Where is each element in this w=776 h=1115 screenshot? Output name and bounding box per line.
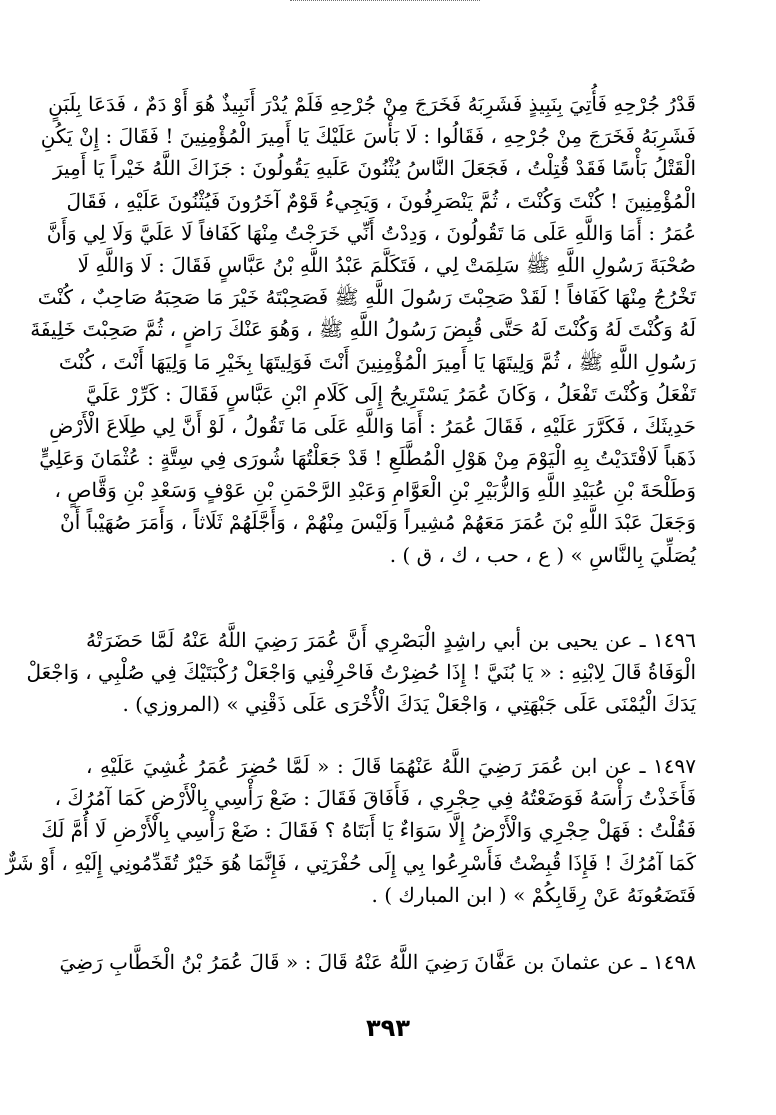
text-line: كَمَا آمُرُكَ ! فَإِذَا قُبِضْتُ فَأَسْرِعُوا بِي إِلَى حُفْرَتِي ، فَإِنَّمَا هُوَ خَيْرٌ تُقَدِّمُونِي إِلَيْهِ ، أَوْ شَرٌّ [5, 850, 696, 875]
text-line: الْقَتْلُ بَأْسًا فَقَدْ قُتِلْتُ ، فَجَعَلَ النَّاسُ يُثْنُونَ عَلَيهِ يَقُولُونَ : جَزَاكَ اللَّهُ خَيْراً يَا أَمِيرَ [52, 156, 696, 181]
text-line: الْمُؤْمِنِينَ ! كُنْتَ وَكُنْتَ ، ثُمَّ يَنْصَرِفُونَ ، وَيَجِيءُ قَوْمٌ آخَرُونَ فَيُثْنُونَ عَلَيْهِ ، فَقَالَ [66, 188, 696, 213]
text-line: عُمَرُ : أَمَا وَاللَّهِ عَلَى مَا تَقُولُونَ ، وَدِدْتُ أَنِّي خَرَجْتُ مِنْهَا كَفَافاً لَا عَلَيَّ وَلَا لِي وَأَنَّ [46, 220, 696, 245]
text-line: الْوَفَاةُ قَالَ لِابْنِهِ : « يَا بُنَيَّ ! إِذَا حُضِرْتُ فَاحْرِفْنِي وَاجْعَلْ رُكْبَتَيْكَ فِي صُلْبِي ، وَاجْعَلْ [26, 660, 696, 685]
text-line: وَطَلْحَةَ بْنِ عُبَيْدِ اللَّهِ وَالزُّبَيْرِ بْنِ الْعَوَّامِ وَعَبْدِ الرَّحْمَنِ بْنِ عَوْفٍ وَسَعْدِ بْنِ وَقَّاصٍ ، [54, 478, 696, 503]
text-line: فَتَضَعُونَهُ عَنْ رِقَابِكُمْ » ( ابن المبارك ) . [371, 882, 696, 907]
hadith-1498 [59, 946, 696, 978]
text-line: وَجَعَلَ عَبْدَ اللَّهِ بْنَ عُمَرَ مَعَهُمْ مُشِيراً وَلَيْسَ مِنْهُمْ ، وَأَجَّلَهُمْ ثَلَاثاً ، وَأَمَرَ صُهَيْباً أَنْ [60, 510, 696, 535]
text-line: تَخْرُجُ مِنْهَا كَفَافاً ! لَقَدْ صَحِبْتَ رَسُولَ اللَّهِ ﷺ فَصَحِبْتَهُ خَيْرَ مَا صَحِبَهُ صَاحِبٌ ، كُنْتَ [37, 285, 696, 310]
text-line: تَفْعَلُ وَكُنْتَ تَفْعَلُ ، وَكَانَ عُمَرُ يَسْتَرِيحُ إِلَى كَلَامِ ابْنِ عَبَّاسٍ فَقَالَ : كَرِّرْ عَلَيَّ [86, 381, 696, 406]
text-line: فَأَخَذْتُ رَأْسَهُ فَوَضَعْتُهُ فِي حِجْرِي ، فَأَفَاقَ فَقَالَ : ضَعْ رَأْسِي بِالْأَرْضِ كَمَا آمُرُكَ ، [54, 786, 696, 811]
text-line: فَشَرِبَهُ فَخَرَجَ مِنْ جُرْحِهِ ، فَقَالُوا : لَا بَأْسَ عَلَيْكَ يَا أَمِيرَ الْمُؤْمِنِينَ ! فَقَالَ : إِنْ يَكُنِ [40, 124, 696, 149]
hadith-1497 [5, 750, 696, 911]
text-line: صُحْبَةَ رَسُولِ اللَّهِ ﷺ سَلِمَتْ لِي ، فَتَكَلَّمَ عَبْدُ اللَّهِ بْنُ عَبَّاسٍ فَقَالَ : لَا وَاللَّهِ لَا [77, 252, 696, 277]
text-line: حَدِيثَكَ ، فَكَرَّرَ عَلَيْهِ ، فَقَالَ عُمَرُ : أَمَا وَاللَّهِ عَلَى مَا تَقُولُ ، لَوْ أَنَّ لِي طِلَاعَ الْأَرْضِ [49, 413, 696, 438]
page-number: ٣٩٣ [366, 1014, 410, 1042]
text-line: ذَهَباً لَافْتَدَيْتُ بِهِ الْيَوْمَ مِنْ هَوْلِ الْمُطَّلَعِ ! قَدْ جَعَلْتُهَا شُورَى فِي سِتَّةٍ : عُثْمَانَ وَعَلِيٍّ [39, 446, 696, 471]
text-line: ١٤٩٦ ـ عن يحيى بن أبي راشِدٍ الْبَصْرِي أَنَّ عُمَرَ رَضِيَ اللَّهُ عَنْهُ لَمَّا حَضَرَتْهُ [86, 628, 696, 652]
text-line: فَقُلْتُ : فَهَلْ حِجْرِي وَالْأَرْضُ إِلَّا سَوَاءٌ يَا أَبَتَاهُ ؟ فَقَالَ : ضَعْ رَأْسِي بِالْأَرْضِ لَا أُمَّ لَكَ [41, 818, 696, 843]
text-line: ١٤٩٧ ـ عن ابن عُمَرَ رَضِيَ اللَّهُ عَنْهُمَا قَالَ : « لَمَّا حُضِرَ عُمَرُ غُشِيَ عَلَيْهِ ، [86, 754, 696, 778]
text-line: قَدْرُ جُرْحِهِ فَأُتِيَ بِنَبِيذٍ فَشَرِبَهُ فَخَرَجَ مِنْ جُرْحِهِ فَلَمْ يُدْرَ أَنَبِيذٌ هُوَ أَوْ دَمٌ ، فَدَعَا بِلَبَنٍ [48, 92, 696, 116]
top-dotted-rule [290, 0, 480, 1]
paragraph-continuation [30, 88, 696, 571]
text-line: رَسُولِ اللَّهِ ﷺ ، ثُمَّ وَلِيتَهَا يَا أَمِيرَ الْمُؤْمِنِينَ أَنْتَ فَوَلِيتَهَا بِخَيْرِ مَا وَلِيَهَا أَنْتَ ، كُنْتَ [58, 349, 696, 374]
text-line: لَهُ وَكُنْتَ لَهُ وَكُنْتَ لَهُ حَتَّى قُبِضَ رَسُولُ اللَّهِ ﷺ ، وَهُوَ عَنْكَ رَاضٍ ، ثُمَّ صَحِبْتَ خَلِيفَةَ [30, 317, 696, 342]
text-line: يُصَلِّيَ بِالنَّاسِ » ( ع ، حب ، ك ، ق ) . [389, 542, 696, 567]
text-line: ١٤٩٨ ـ عن عثمانَ بن عَفَّانَ رَضِيَ اللَّهُ عَنْهُ قَالَ : « قَالَ عُمَرُ بْنُ الْخَطَّابِ رَضِيَ [59, 950, 696, 974]
hadith-1496 [26, 624, 696, 721]
text-line: يَدَكَ الْيُمْنَى عَلَى جَبْهَتِي ، وَاجْعَلْ يَدَكَ الْأُخْرَى عَلَى ذَقْنِي » (المروزي) . [122, 692, 696, 717]
